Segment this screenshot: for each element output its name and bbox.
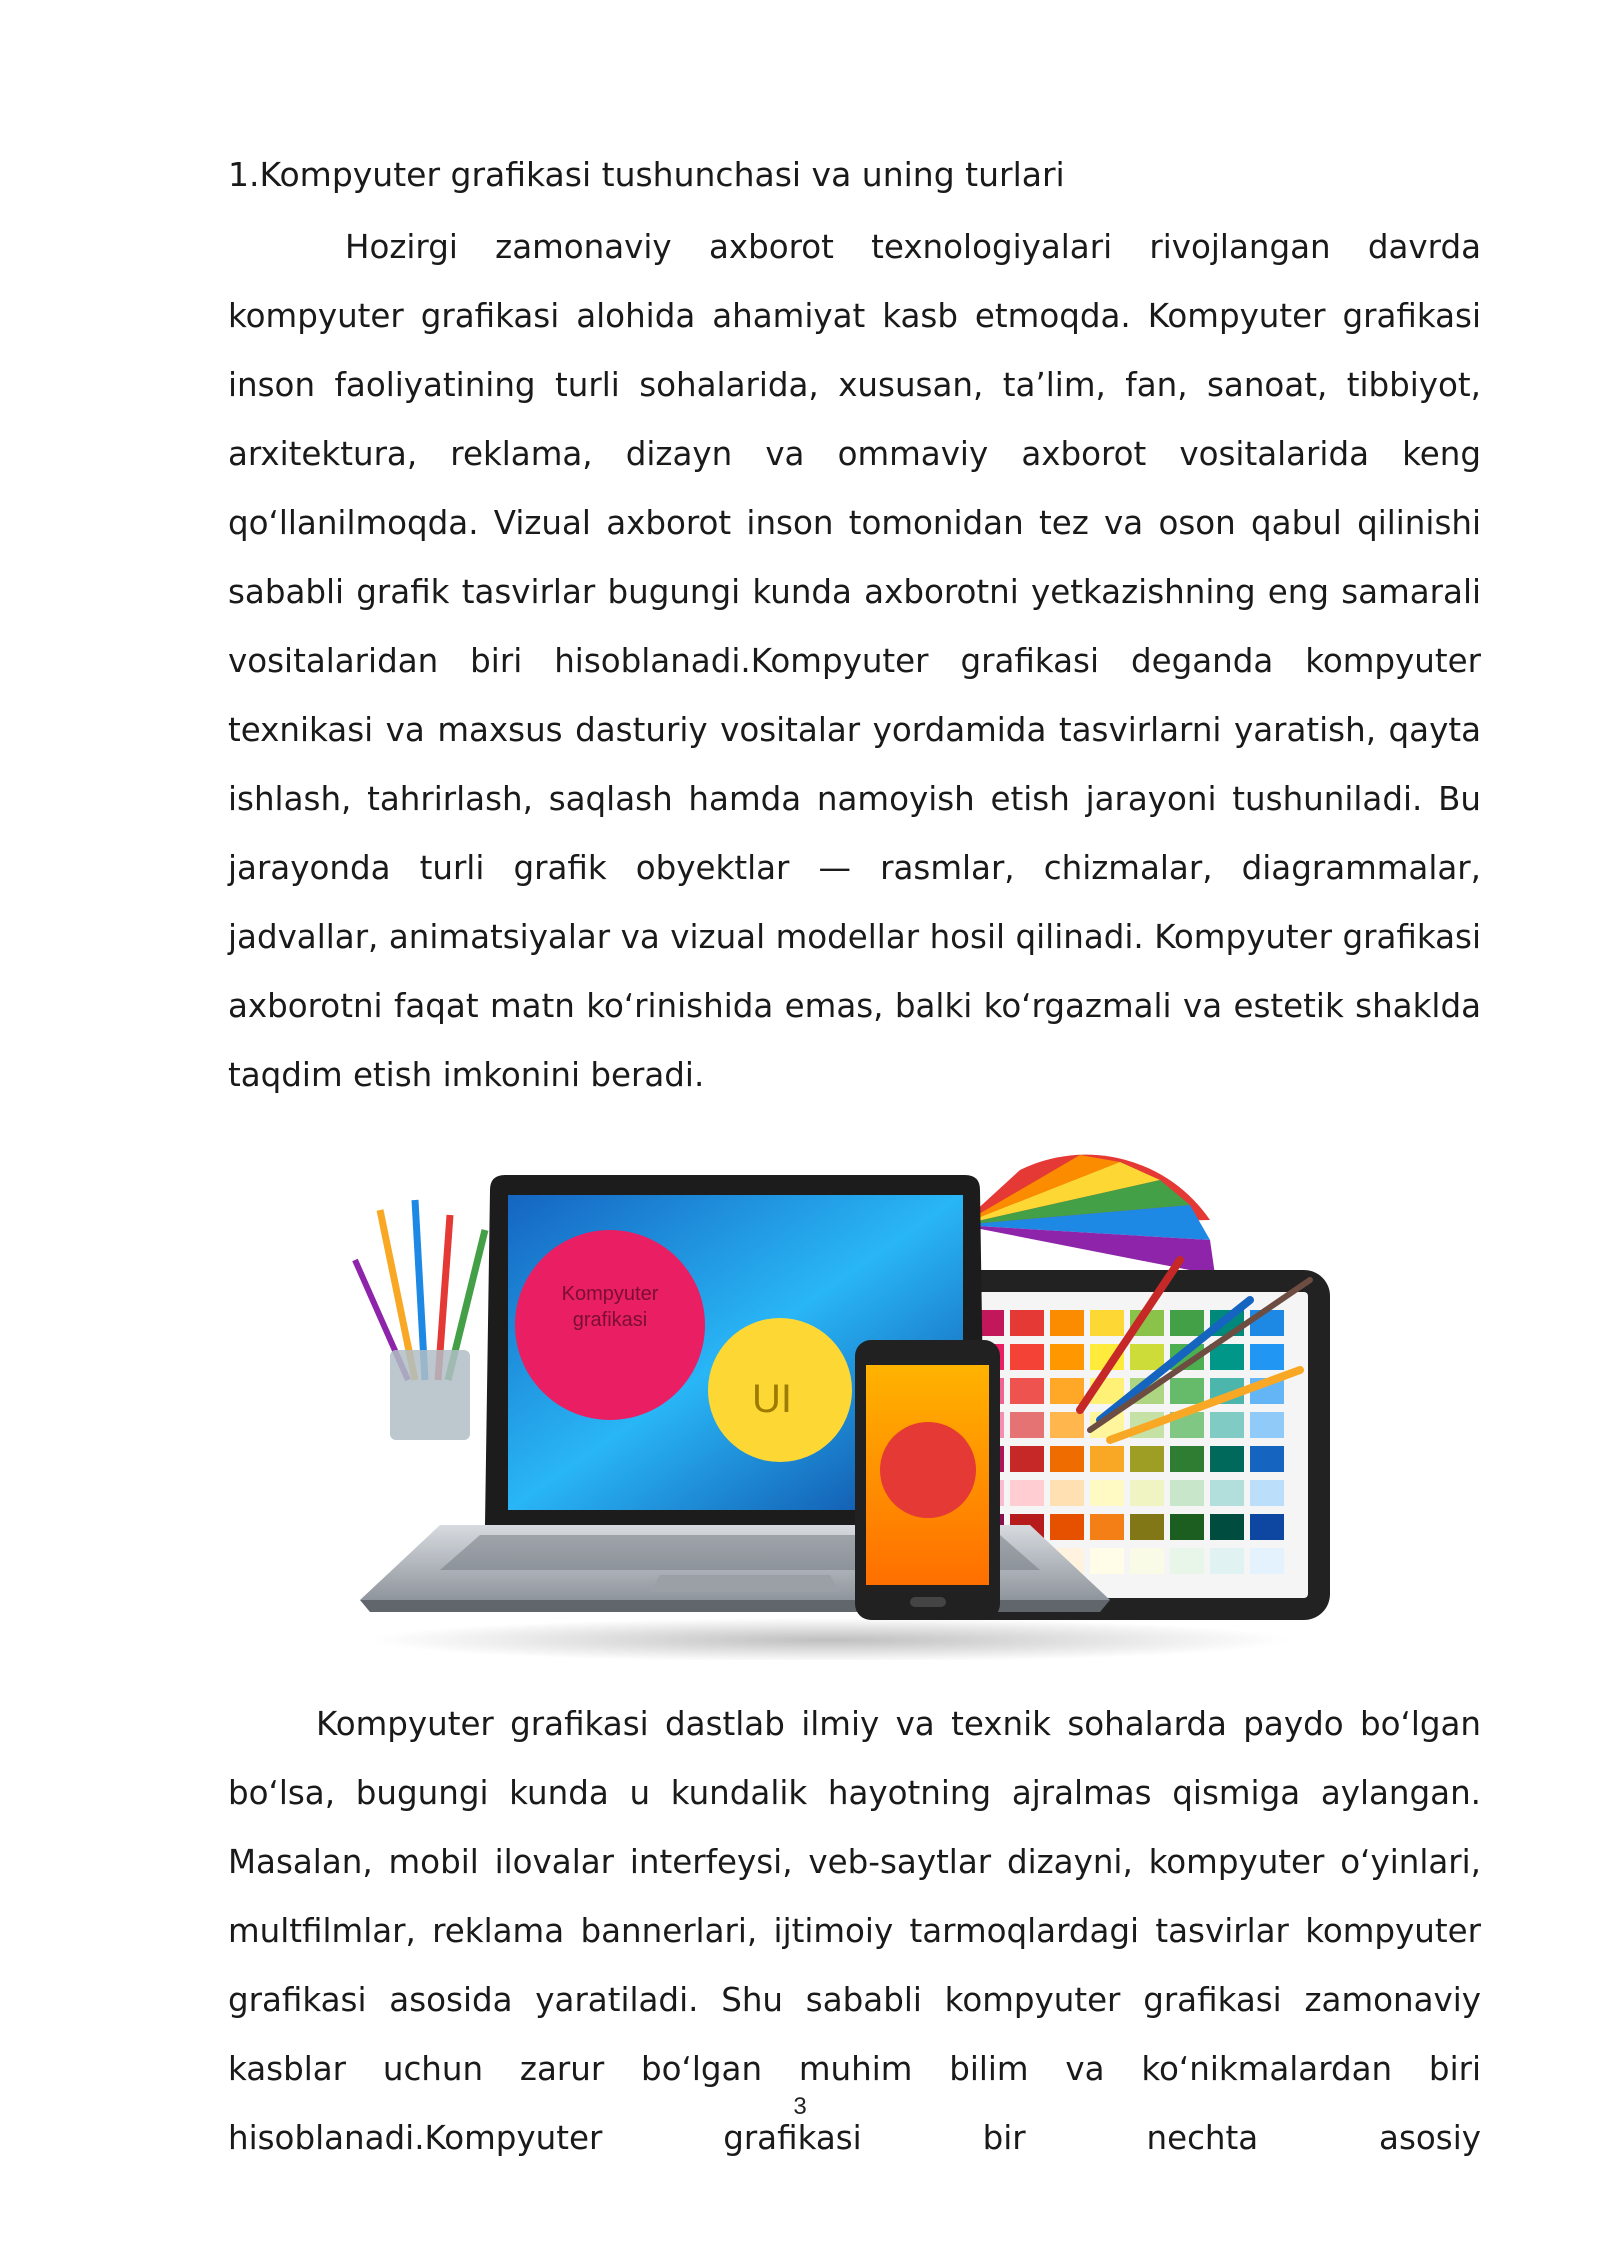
laptop-label-line2: grafikasi — [572, 1309, 648, 1331]
devices-illustration — [320, 1150, 1340, 1660]
brush-cup-icon — [355, 1200, 485, 1440]
floor-shadow — [370, 1618, 1290, 1660]
smartphone-icon — [855, 1340, 1000, 1620]
paragraph-intro: Hozirgi zamonaviy axborot texnologiyalari rivojlangan davrda kompyuter grafikasi alohida ahamiyat kasb etmoqda. Kompyuter grafikasi inson faoliyatining turli sohalarida, xususan, ta’lim, fan, sanoat, tibbiyot, arxitektura, reklama, dizayn va ommaviy axborot vositalarida keng qo‘llanilmoqda. Vizual axborot inson tomonidan tez va oson qabul qilinishi sababli grafik tasvirlar bugungi kunda axborotni yetkazishning eng samarali vositalaridan biri hisoblanadi.Kompyuter grafikasi deganda kompyuter texnikasi va maxsus dasturiy vositalar yordamida tasvirlarni yaratish, qayta ishlash, tahrirlash, saqlash hamda namoyish etish jarayoni tushuniladi. Bu jarayonda turli grafik obyektlar — rasmlar, chizmalar, diagrammalar, jadvallar, animatsiyalar va vizual modellar hosil qilinadi. Kompyuter grafikasi axborotni faqat matn ko‘rinishida emas, balki ko‘rgazmali va estetik shaklda taqdim etish imkonini beradi. — [228, 228, 1481, 1094]
page-number: 3 — [793, 2093, 807, 2120]
ui-label: UI — [752, 1377, 792, 1421]
color-fan-icon — [960, 1155, 1215, 1275]
phone-red-circle — [880, 1422, 976, 1518]
section-heading: 1.Kompyuter grafikasi tushunchasi va uning turlari — [228, 155, 1065, 194]
paragraph-continuation: Kompyuter grafikasi dastlab ilmiy va texnik sohalarda paydo bo‘lgan bo‘lsa, bugungi kunda u kundalik hayotning ajralmas qismiga aylangan. Masalan, mobil ilovalar interfeysi, veb-saytlar dizayni, kompyuter o‘yinlari, multfilmlar, reklama bannerlari, ijtimoiy tarmoqlardagi tasvirlar kompyuter grafikasi asosida yaratiladi. Shu sababli kompyuter grafikasi zamonaviy kasblar uchun zarur bo‘lgan muhim bilim va ko‘nikmalardan biri hisoblanadi.Kompyuter grafikasi bir nechta asosiy — [228, 1705, 1481, 2157]
laptop-label-line1: Kompyuter — [561, 1283, 659, 1305]
